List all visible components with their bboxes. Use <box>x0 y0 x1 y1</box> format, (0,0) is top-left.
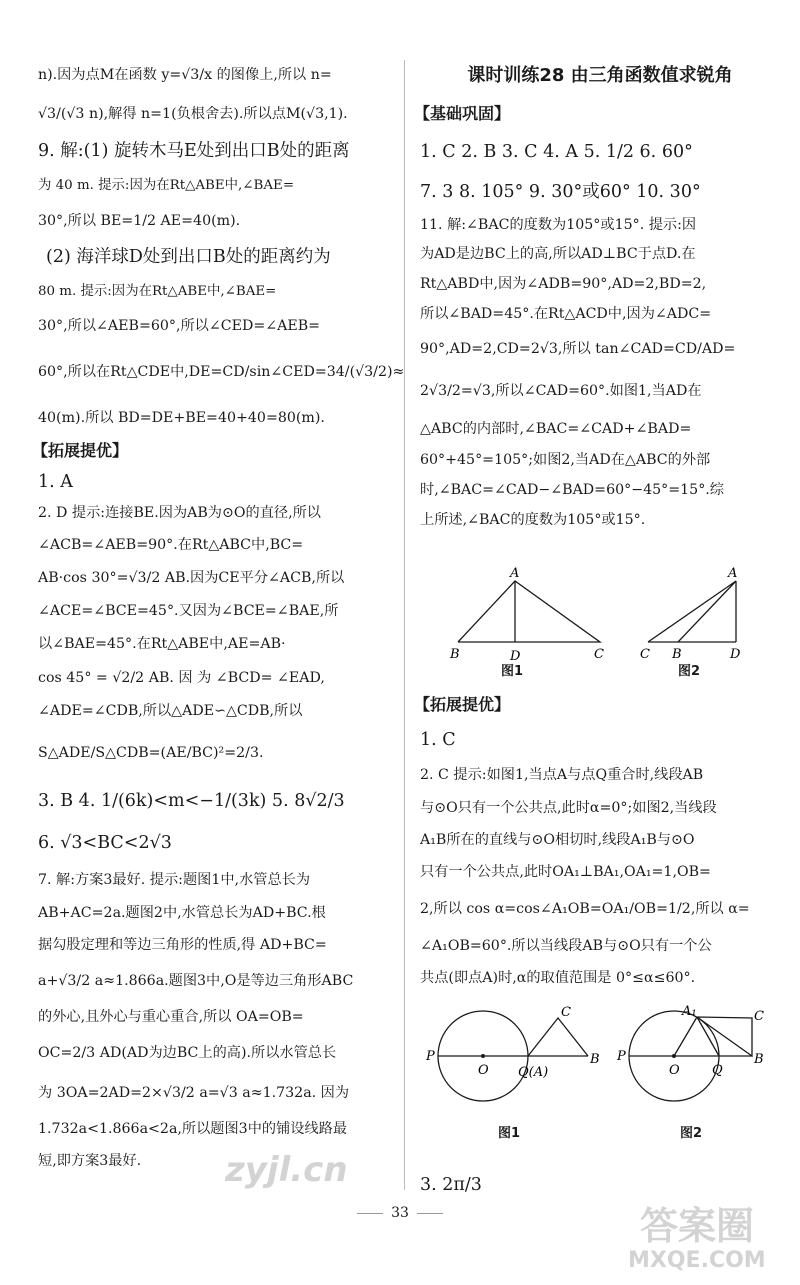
label-C: C <box>754 1009 764 1024</box>
text-line: ∠A₁OB=60°.所以当线段AB与⊙O只有一个公 <box>420 938 712 954</box>
text-line: 2,所以 cos α=cos∠A₁OB=OA₁/OB=1/2,所以 α= <box>420 901 750 917</box>
right-column <box>414 55 780 535</box>
left-column <box>32 55 405 1177</box>
text-line: 的外心,且外心与重心重合,所以 OA=OB= <box>38 1009 304 1025</box>
label-C: C <box>561 1005 571 1020</box>
text-line: 60°,所以在Rt△CDE中,DE=CD/sin∠CED=34/(√3/2)≈ <box>38 364 405 380</box>
text-line: AB·cos 30°=√3/2 AB.因为CE平分∠ACB,所以 <box>38 570 345 586</box>
label-P: P <box>426 1049 435 1064</box>
section-heading-extend: 【拓展提优】 <box>32 441 129 460</box>
figure-circle-2 <box>612 1004 777 1122</box>
figure-triangle-1 <box>440 565 610 669</box>
text-line: 60°+45°=105°;如图2,当AD在△ABC的外部 <box>420 452 711 468</box>
text-line: 共点(即点A)时,α的取值范围是 0°≤α≤60°. <box>420 970 696 986</box>
text-line: ∠ADE=∠CDB,所以△ADE∽△CDB,所以 <box>38 703 303 719</box>
answer-line: 1. A <box>38 472 73 492</box>
label-A: A <box>510 566 520 581</box>
label-A1: A₁ <box>682 1004 697 1019</box>
text-line: cos 45° = √2/2 AB. 因 为 ∠BCD= ∠EAD, <box>38 670 325 686</box>
right-column-lower <box>414 688 780 994</box>
label-O: O <box>478 1063 489 1078</box>
label-D: D <box>730 647 741 662</box>
text-line: 为AD是边BC上的高,所以AD⊥BC于点D.在 <box>420 246 696 262</box>
text-line: a+√3/2 a≈1.866a.题图3中,O是等边三角形ABC <box>38 973 354 989</box>
text-line: 短,即方案3最好. <box>38 1153 142 1169</box>
answer-line: 3. 2π/3 <box>420 1175 482 1195</box>
text-line: 80 m. 提示:因为在Rt△ABE中,∠BAE= <box>38 284 277 299</box>
answer-line: 6. √3<BC<2√3 <box>38 833 172 853</box>
text-line: AB+AC=2a.题图2中,水管总长为AD+BC.根 <box>38 905 326 921</box>
page-number: 33 <box>0 1205 800 1221</box>
label-Q: Q <box>712 1063 723 1078</box>
watermark-url: MXQE.COM <box>628 1248 766 1273</box>
label-B: B <box>754 1052 764 1067</box>
text-line: 据勾股定理和等边三角形的性质,得 AD+BC= <box>38 937 327 953</box>
figure-caption: 图2 <box>680 1126 703 1141</box>
answer-line: 11. 解:∠BAC的度数为105°或15°. 提示:因 <box>420 217 697 233</box>
text-line: OC=2/3 AD(AD为边BC上的高).所以水管总长 <box>38 1045 337 1061</box>
figure-caption: 图1 <box>498 1126 521 1141</box>
text-line: (2) 海洋球D处到出口B处的距离约为 <box>46 247 331 267</box>
text-line: 40(m).所以 BD=DE+BE=40+40=80(m). <box>38 410 325 426</box>
text-line: 所以∠BAD=45°.在Rt△ACD中,因为∠ADC= <box>420 306 712 322</box>
figure-caption: 图1 <box>501 664 524 679</box>
text-line: A₁B所在的直线与⊙O相切时,线段A₁B与⊙O <box>420 832 695 848</box>
text-line: 1.732a<1.866a<2a,所以题图3中的铺设线路最 <box>38 1121 348 1137</box>
figure-circle-1 <box>418 1005 603 1122</box>
label-QA: Q(A) <box>518 1065 549 1080</box>
text-line: 时,∠BAC=∠CAD−∠BAD=60°−45°=15°.综 <box>420 482 724 498</box>
answer-line: 2. C 提示:如图1,当点A与点Q重合时,线段AB <box>420 767 704 783</box>
label-P: P <box>617 1049 626 1064</box>
answer-line: 3. B 4. 1/(6k)<m<−1/(3k) 5. 8√2/3 <box>38 791 345 811</box>
figure-triangle-2 <box>636 565 776 669</box>
text-line: n).因为点M在函数 y=√3/x 的图像上,所以 n= <box>38 67 332 83</box>
answer-line: 7. 3 8. 105° 9. 30°或60° 10. 30° <box>420 182 701 202</box>
label-B: B <box>590 1052 600 1067</box>
text-line: △ABC的内部时,∠BAC=∠CAD+∠BAD= <box>420 421 692 437</box>
text-line: 90°,AD=2,CD=2√3,所以 tan∠CAD=CD/AD= <box>420 341 736 357</box>
page-title: 课时训练28 由三角函数值求锐角 <box>467 65 733 86</box>
text-line: 上所述,∠BAC的度数为105°或15°. <box>420 512 646 528</box>
text-line: 为 3OA=2AD=2×√3/2 a=√3 a≈1.732a. 因为 <box>38 1085 350 1101</box>
watermark-text: zyjl.cn <box>225 1150 348 1190</box>
q9-heading: 9. 解:(1) 旋转木马E处到出口B处的距离 <box>38 141 350 161</box>
text-line: 以∠BAE=45°.在Rt△ABE中,AE=AB· <box>38 636 286 652</box>
column-divider <box>404 60 405 1190</box>
section-heading-basic: 【基础巩固】 <box>414 104 511 123</box>
label-O: O <box>669 1063 680 1078</box>
figure-caption: 图2 <box>678 664 701 679</box>
text-line: 30°,所以 BE=1/2 AE=40(m). <box>38 213 241 229</box>
text-line: 30°,所以∠AEB=60°,所以∠CED=∠AEB= <box>38 318 321 334</box>
section-heading-extend: 【拓展提优】 <box>414 695 511 714</box>
text-line: 为 40 m. 提示:因为在Rt△ABE中,∠BAE= <box>38 178 295 193</box>
text-line: 只有一个公共点,此时OA₁⊥BA₁,OA₁=1,OB= <box>420 864 711 880</box>
watermark-logo: 答案圈 <box>640 1204 755 1248</box>
label-C: C <box>594 647 604 662</box>
text-line: ∠ACB=∠AEB=90°.在Rt△ABC中,BC= <box>38 537 304 553</box>
text-line: 2√3/2=√3,所以∠CAD=60°.如图1,当AD在 <box>420 383 702 399</box>
label-B: B <box>672 647 682 662</box>
answer-line: 1. C 2. B 3. C 4. A 5. 1/2 6. 60° <box>420 142 693 162</box>
text-line: ∠ACE=∠BCE=45°.又因为∠BCE=∠BAE,所 <box>38 603 339 619</box>
label-D: D <box>510 649 521 664</box>
label-B: B <box>450 647 460 662</box>
text-line: 与⊙O只有一个公共点,此时α=0°;如图2,当线段 <box>420 800 717 816</box>
label-A: A <box>728 566 738 581</box>
text-line: Rt△ABD中,因为∠ADB=90°,AD=2,BD=2, <box>420 276 707 292</box>
text-line: S△ADE/S△CDB=(AE/BC)²=2/3. <box>38 745 264 761</box>
text-line: √3/(√3 n),解得 n=1(负根舍去).所以点M(√3,1). <box>38 106 348 122</box>
answer-line: 2. D 提示:连接BE.因为AB为⊙O的直径,所以 <box>38 505 321 521</box>
answer-line: 1. C <box>420 730 456 750</box>
answer-line: 7. 解:方案3最好. 提示:题图1中,水管总长为 <box>38 872 311 888</box>
label-C: C <box>640 647 650 662</box>
